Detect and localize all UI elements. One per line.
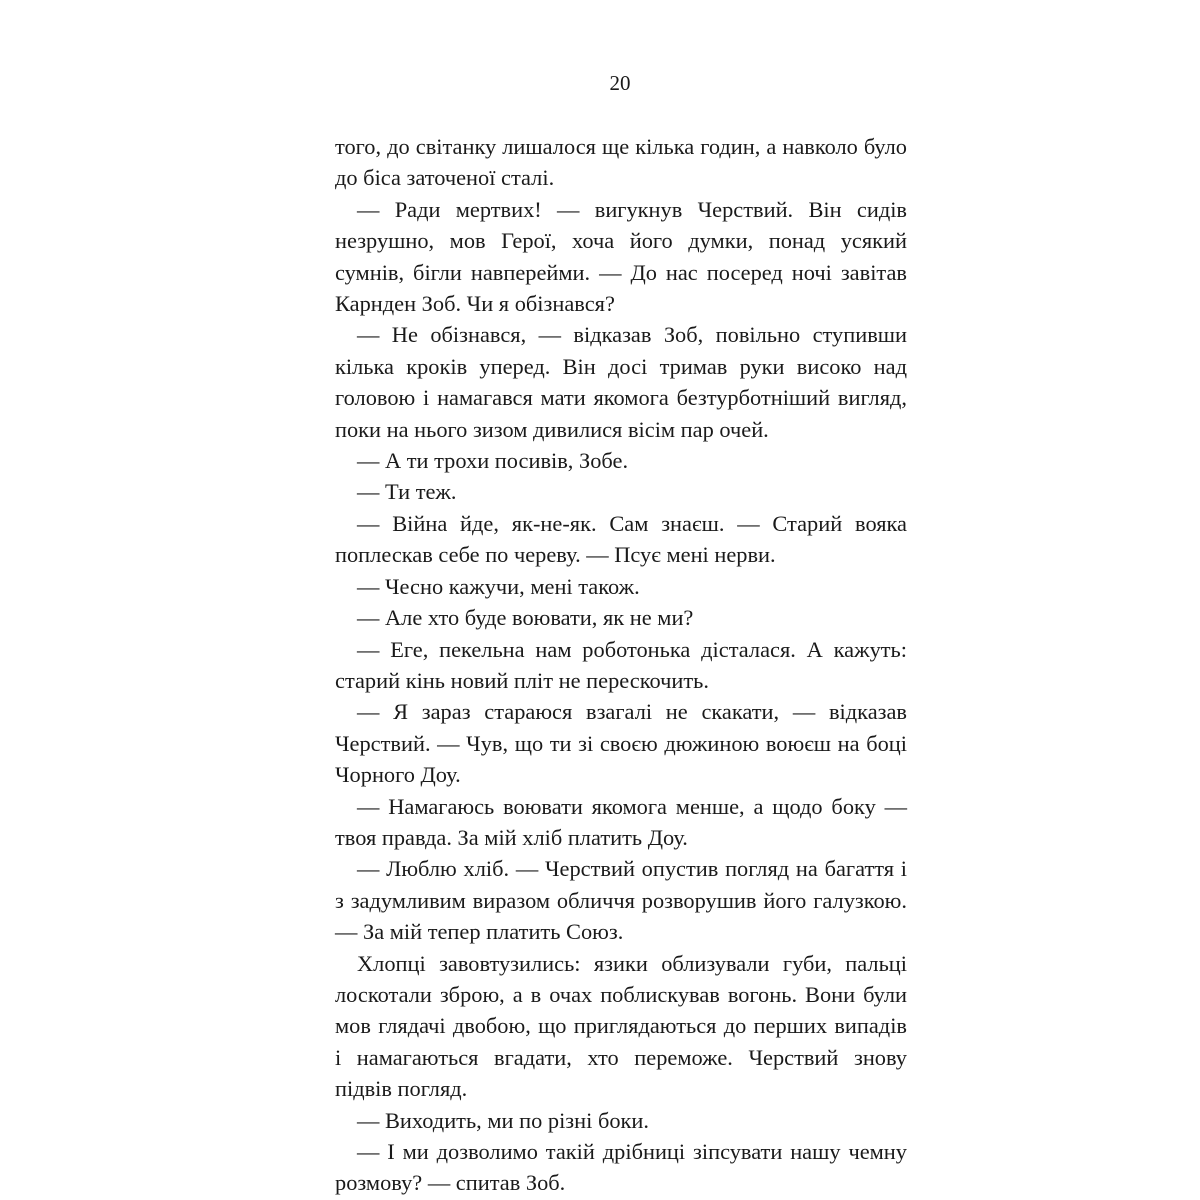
paragraph: — Але хто буде воювати, як не ми?	[357, 605, 694, 631]
paragraph: — Ти теж.	[357, 479, 457, 505]
page-number: 20	[609, 71, 631, 95]
paragraph: — Еге, пекельна нам роботонька дісталася. А кажуть: старий кінь новий пліт не перескочить.	[335, 636, 907, 693]
paragraph: — Люблю хліб. — Черствий опустив погляд на багаття і з задумливим виразом обличчя розворушив його галузкою. — За мій тепер платить Союз.	[335, 856, 907, 945]
paragraph: — Війна йде, як-не-як. Сам знаєш. — Старий вояка поплескав себе по череву. — Псує мені нерви.	[335, 510, 907, 568]
paragraph: — А ти трохи посивів, Зобе.	[357, 448, 629, 474]
paragraph: того, до світанку лишалося ще кілька годин, а навколо було до біса заточеної сталі.	[335, 134, 907, 191]
paragraph: — Не обізнався, — відказав Зоб, повільно ступивши кілька кроків уперед. Він досі тримав руки високо над головою і намагався мати якомога безтурботніший вигляд, поки на нього зизом дивилися вісім пар очей.	[335, 322, 907, 442]
paragraph: — Я зараз стараюся взагалі не скакати, — відказав Черствий. — Чув, що ти зі своєю дюжиною воюєш на боці Чорного Доу.	[335, 699, 907, 788]
paragraph: — Намагаюсь воювати якомога менше, а щодо боку — твоя правда. За мій хліб платить Доу.	[335, 793, 907, 850]
paragraph: — І ми дозволимо такій дрібниці зіпсувати нашу чемну розмову? — спитав Зоб.	[335, 1139, 907, 1196]
paragraph: — Чесно кажучи, мені також.	[357, 573, 640, 599]
paragraph: Хлопці завовтузились: язики облизували губи, пальці лоскотали зброю, а в очах поблискував вогонь. Вони були мов глядачі двобою, що приглядаються до перших випадів і намагаються вгадати, хто переможе. Черствий знову підвів погляд.	[335, 950, 907, 1102]
paragraph: — Виходить, ми по різні боки.	[357, 1107, 649, 1133]
paragraph: — Ради мертвих! — вигукнув Черствий. Він сидів незрушно, мов Герої, хоча його думки, понад усякий сумнів, бігли навперейми. — До нас посеред ночі завітав Карнден Зоб. Чи я обізнався?	[335, 196, 907, 317]
book-text	[335, 131, 907, 1199]
